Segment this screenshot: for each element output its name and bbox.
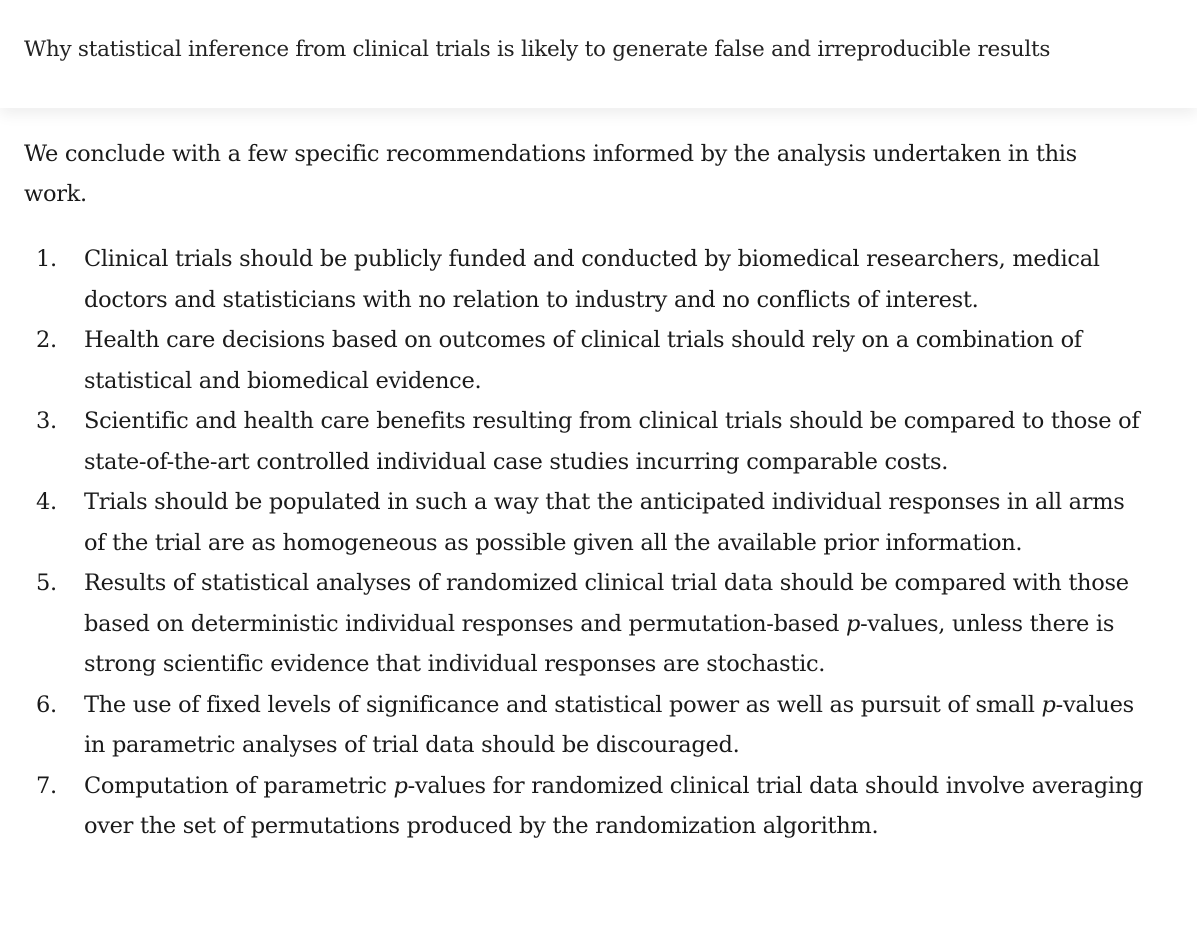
list-item xyxy=(0,401,1144,482)
intro-paragraph: We conclude with a few specific recommendations informed by the analysis undertaken in this work. xyxy=(24,141,1077,207)
list-item-number: 2. xyxy=(36,327,57,353)
list-item-text: The use of fixed levels of significance and statistical power as well as pursuit of small p-values in parametric analyses of trial data should be discouraged. xyxy=(84,691,1134,758)
list-item xyxy=(0,239,1144,320)
list-item-number: 3. xyxy=(36,408,57,434)
list-item-text: Trials should be populated in such a way that the anticipated individual responses in all arms of the trial are as homogeneous as possible given all the available prior information. xyxy=(84,489,1125,556)
recommendations-list xyxy=(0,239,1197,847)
list-item xyxy=(0,766,1144,847)
list-item xyxy=(0,685,1144,766)
list-item-text: Health care decisions based on outcomes of clinical trials should rely on a combination of statistical and biomedical evidence. xyxy=(84,327,1082,394)
page-title: Why statistical inference from clinical trials is likely to generate false and irreproducible results xyxy=(24,37,1051,62)
p-variable: p xyxy=(393,772,408,799)
header-bar xyxy=(0,0,1197,108)
list-item-text: Scientific and health care benefits resulting from clinical trials should be compared to those of state-of-the-art controlled individual case studies incurring comparable costs. xyxy=(84,408,1140,475)
list-item-text: Results of statistical analyses of randomized clinical trial data should be compared with those based on deterministic individual responses and permutation-based p-values, unless there is strong scientific evidence that individual responses are stochastic. xyxy=(84,570,1129,677)
p-variable: p xyxy=(1041,691,1056,718)
list-item xyxy=(0,563,1144,685)
list-item xyxy=(0,320,1144,401)
list-item-number: 6. xyxy=(36,691,57,718)
list-item-number: 5. xyxy=(36,570,57,596)
list-item-number: 1. xyxy=(36,246,57,272)
list-item-text: Clinical trials should be publicly funded and conducted by biomedical researchers, medical doctors and statisticians with no relation to industry and no conflicts of interest. xyxy=(84,246,1100,313)
list-item-number: 4. xyxy=(36,489,57,515)
list-item-number: 7. xyxy=(36,772,57,799)
list-item-text: Computation of parametric p-values for randomized clinical trial data should involve averaging over the set of permutations produced by the randomization algorithm. xyxy=(84,772,1144,839)
p-variable: p xyxy=(846,610,861,637)
list-item xyxy=(0,482,1144,563)
